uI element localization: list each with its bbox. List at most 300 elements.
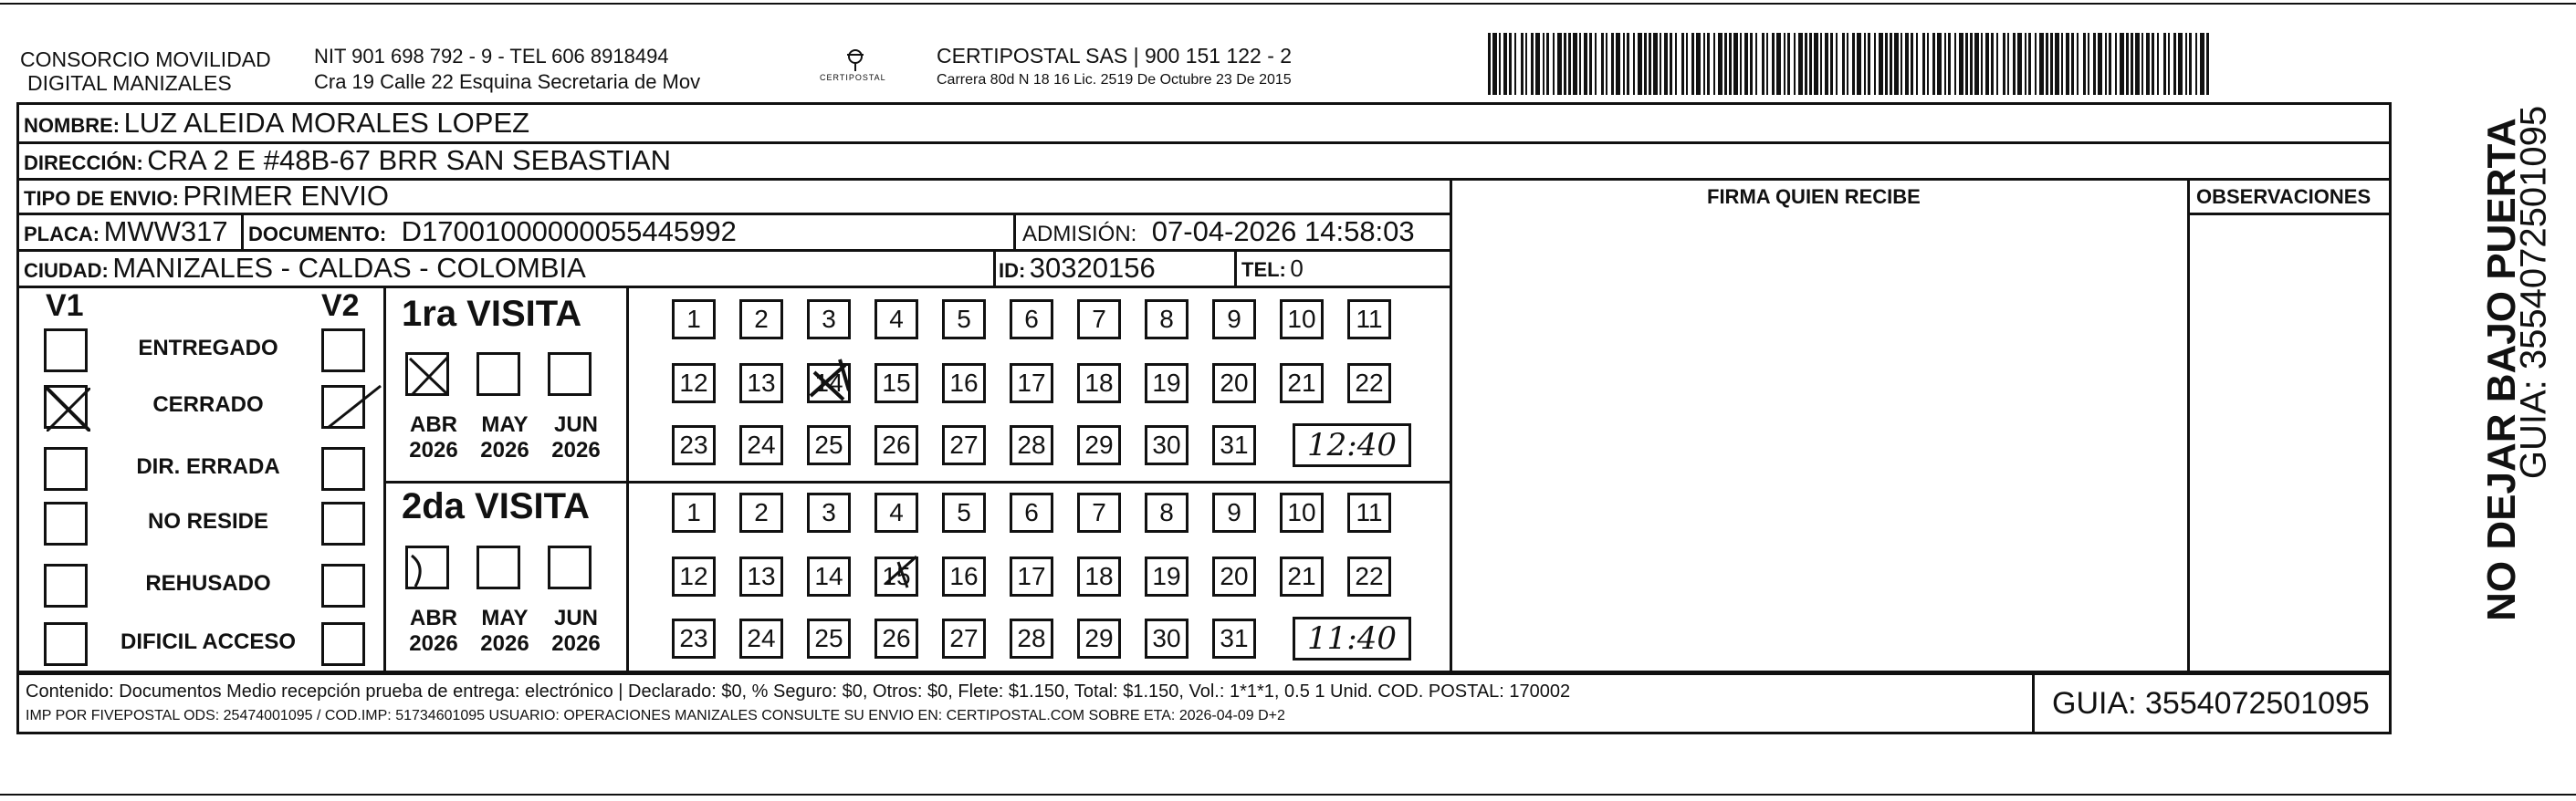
admision-label: ADMISIÓN: xyxy=(1022,222,1137,246)
v2-checkbox[interactable] xyxy=(321,385,365,429)
barcode-bar xyxy=(2152,33,2154,95)
visit-day-box[interactable]: 13 xyxy=(739,363,783,403)
barcode-bar xyxy=(1911,33,1913,95)
placa-field xyxy=(24,215,228,248)
barcode-bar xyxy=(2185,33,2187,95)
v1-checkbox[interactable] xyxy=(44,385,88,429)
tipo-value: PRIMER ENVIO xyxy=(183,180,390,212)
visit-day-box[interactable]: 28 xyxy=(1010,619,1053,659)
ciudad-value: MANIZALES - CALDAS - COLOMBIA xyxy=(112,252,586,284)
bottom-border xyxy=(0,794,2576,796)
barcode-bar xyxy=(1531,33,1534,95)
visit-day-box[interactable]: 17 xyxy=(1010,557,1053,597)
visit-month-checkbox[interactable] xyxy=(476,352,520,396)
barcode-bar xyxy=(1573,33,1577,95)
logo-caption: CERTIPOSTAL xyxy=(820,73,886,82)
barcode-bar xyxy=(2003,33,2005,95)
barcode-bar xyxy=(1868,33,1870,95)
barcode-bar xyxy=(1543,33,1545,95)
observaciones-label: OBSERVACIONES xyxy=(2196,185,2372,208)
barcode-bar xyxy=(1776,33,1781,95)
nombre-row xyxy=(24,107,529,140)
col-divider xyxy=(241,213,244,249)
visit-day-box[interactable]: 29 xyxy=(1077,425,1121,465)
visit-divider xyxy=(383,481,1451,484)
tel-label: TEL: xyxy=(1241,258,1286,281)
v1-checkbox[interactable] xyxy=(44,502,88,546)
barcode-bar xyxy=(1623,33,1625,95)
nombre-value: LUZ ALEIDA MORALES LOPEZ xyxy=(123,107,530,139)
barcode-bar xyxy=(2025,33,2026,95)
barcode-bar xyxy=(1670,33,1672,95)
visit-month-label xyxy=(473,412,537,463)
barcode-bar xyxy=(2178,33,2183,95)
visit-day-box[interactable]: 25 xyxy=(807,425,851,465)
visit-month-label xyxy=(544,606,608,657)
barcode-bar xyxy=(2035,33,2037,95)
barcode-bar xyxy=(1805,33,1807,95)
barcode-bar xyxy=(2046,33,2048,95)
direccion-row xyxy=(24,144,671,177)
visit-day-box[interactable]: 22 xyxy=(1347,557,1391,597)
barcode-bar xyxy=(2109,33,2111,95)
visit-day-box[interactable]: 22 xyxy=(1347,363,1391,403)
barcode-bar xyxy=(1535,33,1540,95)
v2-checkbox[interactable] xyxy=(321,564,365,608)
barcode-bar xyxy=(1874,33,1876,95)
barcode-bar xyxy=(1616,33,1620,95)
v1-label: V1 xyxy=(46,288,84,323)
barcode-bar xyxy=(1922,33,1925,95)
month-name: JUN xyxy=(553,606,598,630)
visit-day-box[interactable]: 16 xyxy=(942,363,986,403)
barcode-bar xyxy=(1660,33,1661,95)
certipostal-info xyxy=(937,42,1292,91)
visit-day-box[interactable]: 4 xyxy=(874,493,918,533)
visit-day-box[interactable]: 5 xyxy=(942,493,986,533)
barcode-bar xyxy=(1901,33,1902,95)
visit-month-checkbox[interactable] xyxy=(476,546,520,589)
visit-month-checkbox[interactable] xyxy=(405,546,449,589)
barcode-bar xyxy=(1707,33,1710,95)
direccion-value: CRA 2 E #48B-67 BRR SAN SEBASTIAN xyxy=(147,144,671,176)
tel-field xyxy=(1241,255,1304,283)
id-label: ID: xyxy=(999,259,1026,282)
barcode-bar xyxy=(1579,33,1581,95)
barcode-bar xyxy=(1937,33,1942,95)
barcode-bar xyxy=(2077,33,2079,95)
barcode-bar xyxy=(1959,33,1963,95)
footer-contenido: Contenido: Documentos Medio recepción prueba de entrega: electrónico | Declarado: $0, % Seguro: $0, Otros: $0, Flete: $1.150, Total: $1.150, Vol.: 1*1*1, 0.5 1 Unid. COD. POSTAL: 170002 xyxy=(26,681,1571,702)
barcode-bar xyxy=(1691,33,1694,95)
visit-day-box[interactable]: 20 xyxy=(1212,363,1256,403)
second-visit-label: 2da VISITA xyxy=(402,486,590,526)
barcode-bar xyxy=(1798,33,1803,95)
barcode-bar xyxy=(2195,33,2197,95)
visit-day-box[interactable]: 2 xyxy=(739,493,783,533)
visit-day-box[interactable]: 2 xyxy=(739,299,783,339)
company-name xyxy=(20,47,271,95)
barcode-bar xyxy=(1557,33,1562,95)
visit-day-box[interactable]: 24 xyxy=(739,619,783,659)
barcode-bar xyxy=(1729,33,1732,95)
visit-day-box[interactable]: 4 xyxy=(874,299,918,339)
barcode-bar xyxy=(1932,33,1935,95)
visit-month-checkbox[interactable] xyxy=(548,546,592,589)
barcode-bar xyxy=(1927,33,1929,95)
visit-day-box[interactable]: 8 xyxy=(1145,299,1189,339)
barcode-bar xyxy=(1965,33,1968,95)
barcode-bar xyxy=(2007,33,2009,95)
barcode-bar xyxy=(1503,33,1507,95)
firma-label: FIRMA QUIEN RECIBE xyxy=(1707,185,1921,208)
col-divider xyxy=(993,249,996,286)
col-divider xyxy=(626,286,629,671)
month-year: 2026 xyxy=(551,631,601,656)
v2-check-mark-icon xyxy=(324,388,379,432)
visit-day-box[interactable]: 1 xyxy=(672,493,716,533)
col-divider xyxy=(383,286,386,671)
certipostal-logo xyxy=(814,44,896,89)
address-line: Cra 19 Calle 22 Esquina Secretaria de Mov xyxy=(314,70,701,93)
visit-day-box[interactable]: 9 xyxy=(1212,493,1256,533)
placa-label: PLACA: xyxy=(24,223,100,245)
barcode-bar xyxy=(2157,33,2159,95)
barcode-bar xyxy=(2083,33,2086,95)
barcode-bar xyxy=(2135,33,2140,95)
status-option-label: CERRADO xyxy=(152,392,264,417)
admision-field xyxy=(1022,215,1415,248)
barcode xyxy=(1488,33,2214,95)
barcode-bar xyxy=(1905,33,1909,95)
visit-day-box[interactable]: 15 xyxy=(874,557,918,597)
visit-day-box[interactable]: 6 xyxy=(1010,493,1053,533)
barcode-bar xyxy=(1740,33,1742,95)
barcode-bar xyxy=(1492,33,1497,95)
barcode-bar xyxy=(1890,33,1892,95)
barcode-bar xyxy=(1733,33,1738,95)
visit-day-box[interactable]: 16 xyxy=(942,557,986,597)
visit-day-box[interactable]: 17 xyxy=(1010,363,1053,403)
nombre-label: NOMBRE: xyxy=(24,114,120,137)
barcode-bar xyxy=(1784,33,1785,95)
barcode-bar xyxy=(1589,33,1592,95)
admision-value: 07-04-2026 14:58:03 xyxy=(1151,215,1415,247)
barcode-bar xyxy=(1916,33,1918,95)
visit-day-box[interactable]: 3 xyxy=(807,299,851,339)
documento-field xyxy=(248,215,737,248)
barcode-bar xyxy=(1944,33,1946,95)
visit-day-box[interactable]: 12 xyxy=(672,363,716,403)
barcode-bar xyxy=(1985,33,1989,95)
tel-value: 0 xyxy=(1290,255,1304,282)
documento-label: DOCUMENTO: xyxy=(248,223,387,245)
documento-value: D17001000000055445992 xyxy=(401,215,737,247)
barcode-bar xyxy=(1488,33,1491,95)
barcode-bar xyxy=(2200,33,2204,95)
col-divider xyxy=(2187,178,2190,671)
status-option-label: NO RESIDE xyxy=(147,509,269,534)
visit-day-box[interactable]: 11 xyxy=(1347,493,1391,533)
visit-day-box[interactable]: 31 xyxy=(1212,619,1256,659)
barcode-bar xyxy=(1755,33,1757,95)
barcode-bar xyxy=(1766,33,1768,95)
visit-day-box[interactable]: 10 xyxy=(1280,493,1324,533)
certipostal-line2: Carrera 80d N 18 16 Lic. 2519 De Octubre 23 De 2015 xyxy=(937,72,1292,88)
col-divider xyxy=(1234,249,1237,286)
visit-day-box[interactable]: 7 xyxy=(1077,493,1121,533)
placa-value: MWW317 xyxy=(103,215,228,247)
visit-day-box[interactable]: 27 xyxy=(942,619,986,659)
barcode-bar xyxy=(2061,33,2063,95)
visit-day-box[interactable]: 15 xyxy=(874,363,918,403)
visit-day-box[interactable]: 18 xyxy=(1077,363,1121,403)
barcode-bar xyxy=(1718,33,1723,95)
v1-checkbox[interactable] xyxy=(44,328,88,372)
side-warning: NO DEJAR BAJO PUERTA xyxy=(2479,118,2524,621)
barcode-bar xyxy=(1553,33,1555,95)
company-contact xyxy=(314,44,700,95)
month-check-mark-icon xyxy=(408,355,452,399)
col-divider xyxy=(1450,178,1452,671)
month-year: 2026 xyxy=(551,438,601,463)
status-option-label: ENTREGADO xyxy=(138,336,278,360)
barcode-bar xyxy=(1894,33,1899,95)
status-option-label: DIR. ERRADA xyxy=(136,454,280,479)
barcode-graphic xyxy=(1488,33,2214,95)
barcode-bar xyxy=(1879,33,1883,95)
month-name: MAY xyxy=(481,412,529,437)
barcode-bar xyxy=(1885,33,1888,95)
barcode-bar xyxy=(2066,33,2069,95)
barcode-bar xyxy=(1568,33,1571,95)
day-scribble-icon xyxy=(880,551,926,601)
v2-checkbox[interactable] xyxy=(321,328,365,372)
barcode-bar xyxy=(1809,33,1812,95)
barcode-bar xyxy=(1606,33,1607,95)
barcode-bar xyxy=(1703,33,1705,95)
ciudad-label: CIUDAD: xyxy=(24,259,109,282)
barcode-bar xyxy=(1762,33,1764,95)
v2-checkbox[interactable] xyxy=(321,447,365,491)
barcode-bar xyxy=(2146,33,2150,95)
barcode-bar xyxy=(1970,33,1973,95)
tipo-row xyxy=(24,180,389,213)
barcode-bar xyxy=(2013,33,2016,95)
barcode-bar xyxy=(1649,33,1651,95)
month-year: 2026 xyxy=(409,631,458,656)
visit-day-box[interactable]: 19 xyxy=(1145,557,1189,597)
barcode-bar xyxy=(2028,33,2031,95)
month-year: 2026 xyxy=(409,438,458,463)
visit-day-box[interactable]: 19 xyxy=(1145,363,1189,403)
barcode-bar xyxy=(1724,33,1727,95)
visit-day-box[interactable]: 26 xyxy=(874,425,918,465)
visit-month-label xyxy=(402,412,466,463)
v1-checkbox[interactable] xyxy=(44,564,88,608)
signature-area[interactable] xyxy=(1453,215,2185,670)
barcode-bar xyxy=(1852,33,1855,95)
barcode-bar xyxy=(1514,33,1516,95)
barcode-bar xyxy=(2098,33,2102,95)
barcode-bar xyxy=(1595,33,1597,95)
visit-month-checkbox[interactable] xyxy=(548,352,592,396)
barcode-bar xyxy=(1675,33,1677,95)
visit-day-box[interactable]: 24 xyxy=(739,425,783,465)
barcode-bar xyxy=(1787,33,1790,95)
visit-day-box[interactable]: 30 xyxy=(1145,425,1189,465)
visit-day-box[interactable]: 23 xyxy=(672,425,716,465)
barcode-bar xyxy=(1644,33,1647,95)
visit-day-box[interactable]: 6 xyxy=(1010,299,1053,339)
barcode-bar xyxy=(2206,33,2209,95)
barcode-bar xyxy=(1686,33,1688,95)
barcode-bar xyxy=(2050,33,2053,95)
visit-day-box[interactable]: 7 xyxy=(1077,299,1121,339)
barcode-bar xyxy=(1991,33,1994,95)
v2-checkbox[interactable] xyxy=(321,502,365,546)
visit-day-box[interactable]: 9 xyxy=(1212,299,1256,339)
visit-day-box[interactable]: 27 xyxy=(942,425,986,465)
id-field xyxy=(999,252,1156,285)
observaciones-area[interactable] xyxy=(2191,215,2388,670)
month-name: ABR xyxy=(410,606,457,630)
day-scribble-icon xyxy=(803,354,858,413)
barcode-bar xyxy=(2055,33,2059,95)
status-option-label: REHUSADO xyxy=(145,571,271,596)
side-text xyxy=(2397,105,2561,648)
ciudad-field xyxy=(24,252,586,285)
nit-line: NIT 901 698 792 - 9 - TEL 606 8918494 xyxy=(314,45,669,68)
barcode-bar xyxy=(1842,33,1845,95)
barcode-bar xyxy=(1638,33,1642,95)
certipostal-logo-icon xyxy=(814,44,896,89)
month-year: 2026 xyxy=(480,438,529,463)
barcode-bar xyxy=(1525,33,1527,95)
barcode-bar xyxy=(1847,33,1848,95)
visit-day-box[interactable]: 12 xyxy=(672,557,716,597)
barcode-bar xyxy=(1664,33,1668,95)
barcode-bar xyxy=(1611,33,1614,95)
barcode-bar xyxy=(1696,33,1701,95)
barcode-bar xyxy=(2071,33,2074,95)
month-check-mark-icon xyxy=(408,548,452,592)
barcode-bar xyxy=(1974,33,1979,95)
barcode-bar xyxy=(1948,33,1951,95)
barcode-bar xyxy=(2105,33,2107,95)
v1-checkbox[interactable] xyxy=(44,622,88,666)
visit-day-box[interactable]: 30 xyxy=(1145,619,1189,659)
barcode-bar xyxy=(1772,33,1775,95)
direccion-label: DIRECCIÓN: xyxy=(24,151,143,174)
visit-month-checkbox[interactable] xyxy=(405,352,449,396)
barcode-bar xyxy=(1546,33,1549,95)
visit-day-box[interactable]: 1 xyxy=(672,299,716,339)
barcode-bar xyxy=(1981,33,1983,95)
barcode-bar xyxy=(1750,33,1753,95)
visit-day-box[interactable]: 13 xyxy=(739,557,783,597)
col-divider xyxy=(2389,141,2392,671)
barcode-bar xyxy=(2163,33,2166,95)
top-border xyxy=(0,3,2576,5)
barcode-bar xyxy=(1794,33,1796,95)
visit-day-box[interactable]: 21 xyxy=(1280,557,1324,597)
barcode-bar xyxy=(1564,33,1566,95)
visit-day-box[interactable]: 14 xyxy=(807,363,851,403)
row-divider xyxy=(16,286,1450,288)
barcode-bar xyxy=(2088,33,2089,95)
second-visit-time-box[interactable]: 11:40 xyxy=(1293,617,1411,661)
barcode-bar xyxy=(1820,33,1822,95)
barcode-bar xyxy=(1954,33,1956,95)
visit-day-box[interactable]: 18 xyxy=(1077,557,1121,597)
barcode-bar xyxy=(1584,33,1587,95)
barcode-bar xyxy=(2173,33,2176,95)
barcode-bar xyxy=(1653,33,1658,95)
barcode-bar xyxy=(2168,33,2170,95)
barcode-bar xyxy=(2093,33,2096,95)
visit-day-box[interactable]: 28 xyxy=(1010,425,1053,465)
visit-day-box[interactable]: 29 xyxy=(1077,619,1121,659)
month-name: ABR xyxy=(410,412,457,437)
visit-day-box[interactable]: 26 xyxy=(874,619,918,659)
visit-day-box[interactable]: 23 xyxy=(672,619,716,659)
v2-label: V2 xyxy=(321,288,360,323)
visit-month-label xyxy=(473,606,537,657)
barcode-bar xyxy=(1499,33,1501,95)
barcode-bar xyxy=(2120,33,2124,95)
first-visit-label: 1ra VISITA xyxy=(402,294,582,334)
barcode-bar xyxy=(1627,33,1629,95)
footer-imp-line: IMP POR FIVEPOSTAL ODS: 25474001095 / COD.IMP: 51734601095 USUARIO: OPERACIONES MANIZALES CONSULTE SU ENVIO EN: CERTIPOSTAL.COM SOBRE ETA: 2026-04-09 D+2 xyxy=(26,708,1285,723)
barcode-bar xyxy=(1825,33,1828,95)
barcode-bar xyxy=(1814,33,1818,95)
visit-day-box[interactable]: 3 xyxy=(807,493,851,533)
barcode-bar xyxy=(1601,33,1604,95)
barcode-bar xyxy=(1509,33,1512,95)
footer-guia: GUIA: 3554072501095 xyxy=(2052,686,2370,721)
visit-day-box[interactable]: 11 xyxy=(1347,299,1391,339)
visit-day-box[interactable]: 31 xyxy=(1212,425,1256,465)
barcode-bar xyxy=(2115,33,2117,95)
visit-day-box[interactable]: 8 xyxy=(1145,493,1189,533)
barcode-bar xyxy=(2141,33,2143,95)
visit-day-box[interactable]: 25 xyxy=(807,619,851,659)
visit-day-box[interactable]: 14 xyxy=(807,557,851,597)
id-value: 30320156 xyxy=(1029,252,1156,284)
barcode-bar xyxy=(2131,33,2133,95)
visit-day-box[interactable]: 10 xyxy=(1280,299,1324,339)
visit-day-box[interactable]: 21 xyxy=(1280,363,1324,403)
month-year: 2026 xyxy=(480,631,529,656)
certipostal-line1: CERTIPOSTAL SAS | 900 151 122 - 2 xyxy=(937,44,1293,68)
company-line1: CONSORCIO MOVILIDAD xyxy=(20,47,271,71)
first-visit-time-box[interactable]: 12:40 xyxy=(1293,423,1411,467)
barcode-bar xyxy=(1681,33,1684,95)
barcode-bar xyxy=(1633,33,1635,95)
v2-checkbox[interactable] xyxy=(321,622,365,666)
visit-day-box[interactable]: 20 xyxy=(1212,557,1256,597)
tipo-label: TIPO DE ENVIO: xyxy=(24,187,179,210)
barcode-bar xyxy=(1864,33,1866,95)
barcode-bar xyxy=(2126,33,2129,95)
status-option-label: DIFICIL ACCESO xyxy=(120,629,296,654)
visit-day-box[interactable]: 5 xyxy=(942,299,986,339)
barcode-bar xyxy=(1713,33,1715,95)
barcode-bar xyxy=(2039,33,2044,95)
v1-checkbox[interactable] xyxy=(44,447,88,491)
v1-check-mark-icon xyxy=(47,388,90,432)
